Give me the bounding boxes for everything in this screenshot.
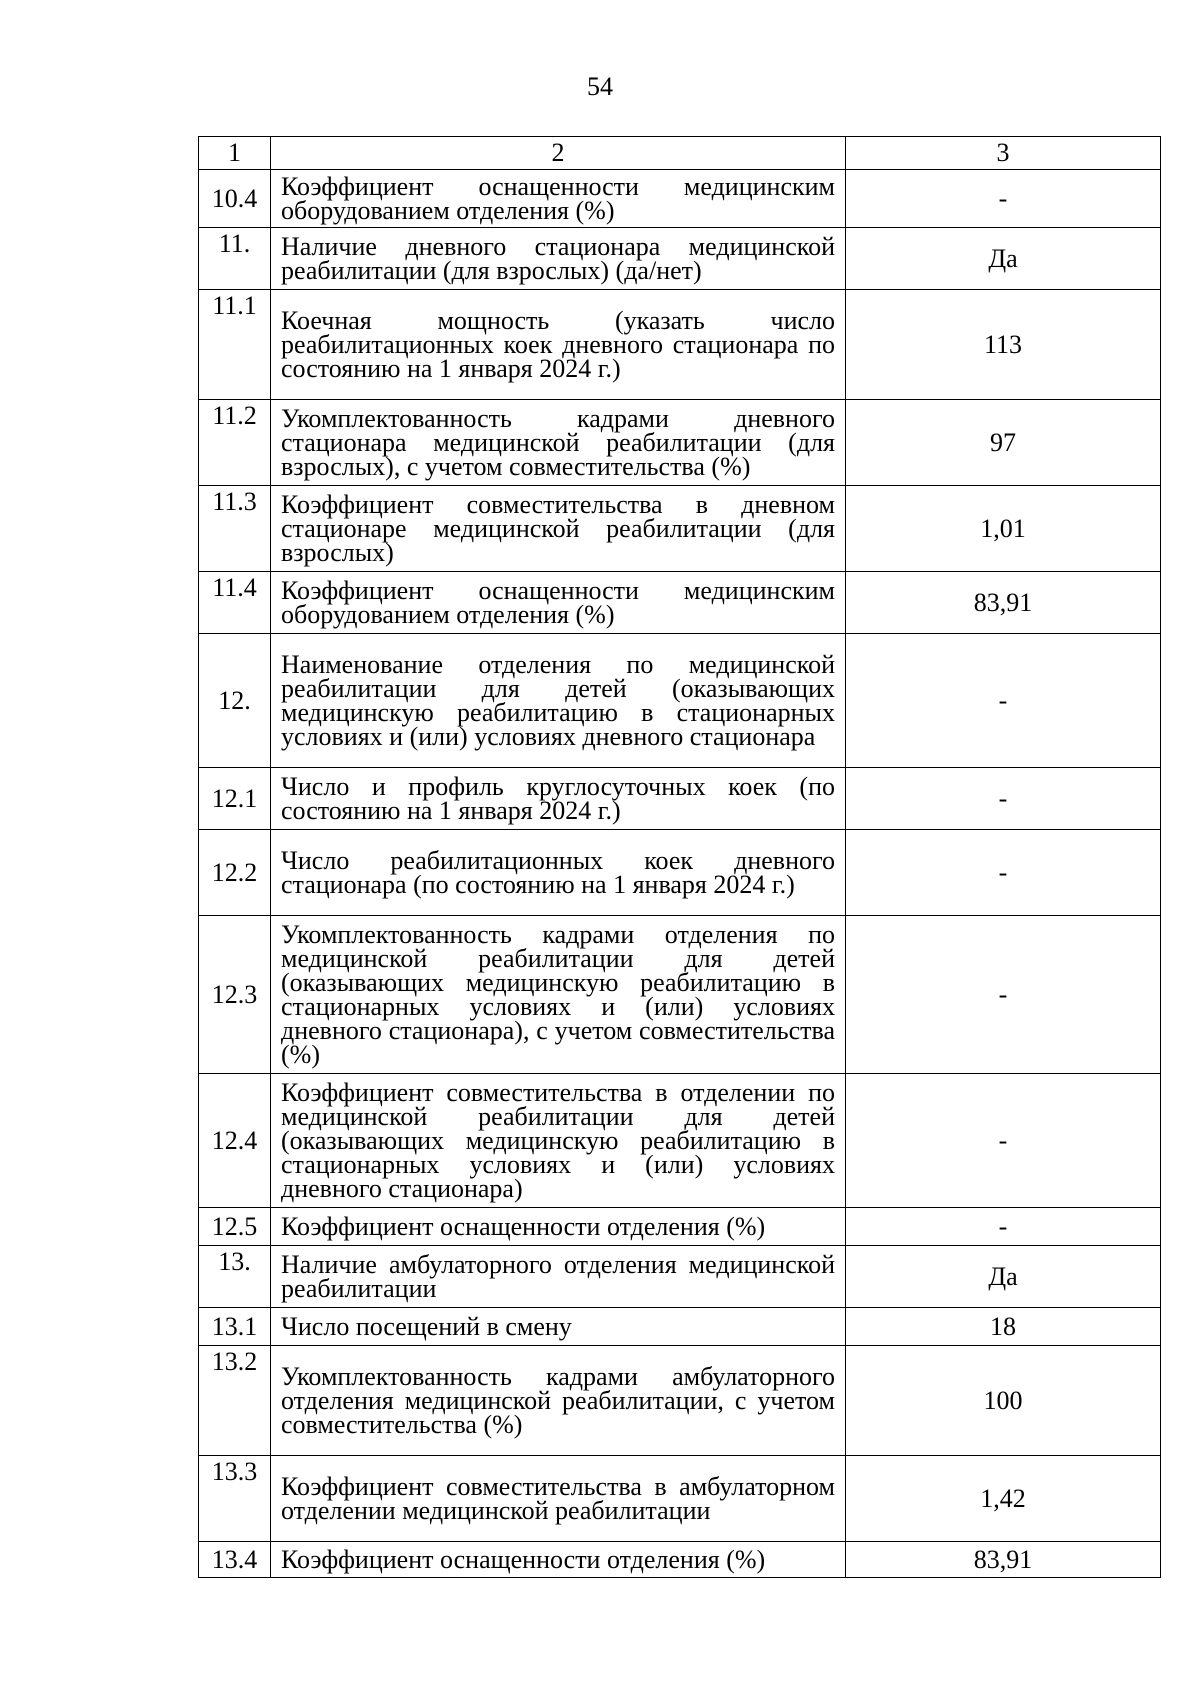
data-table <box>198 136 1161 1578</box>
row-description: Коэффициент оснащенности медицинским оборудованием отделения (%) <box>271 572 846 634</box>
row-value: 83,91 <box>846 1542 1161 1578</box>
row-value: Да <box>846 1246 1161 1308</box>
row-description: Коэффициент совместительства в отделении по медицинской реабилитации для детей (оказывающих медицинскую реабилитацию в стационарных условиях и (или) условиях дневного стационара) <box>271 1074 846 1208</box>
row-description: Укомплектованность кадрами отделения по медицинской реабилитации для детей (оказывающих медицинскую реабилитацию в стационарных условиях и (или) условиях дневного стационара), с учетом совместительства (%) <box>271 916 846 1074</box>
row-description: Наличие амбулаторного отделения медицинской реабилитации <box>271 1246 846 1308</box>
table-row <box>199 486 1161 572</box>
row-description: Коэффициент совместительства в дневном стационаре медицинской реабилитации (для взрослых) <box>271 486 846 572</box>
table-row <box>199 1246 1161 1308</box>
table-row <box>199 1456 1161 1542</box>
table-row <box>199 1074 1161 1208</box>
row-value: 1,42 <box>846 1456 1161 1542</box>
row-description: Коэффициент совместительства в амбулаторном отделении медицинской реабилитации <box>271 1456 846 1542</box>
table-header-row <box>199 137 1161 170</box>
row-description: Укомплектованность кадрами дневного стационара медицинской реабилитации (для взрослых), с учетом совместительства (%) <box>271 400 846 486</box>
row-description: Коэффициент оснащенности медицинским оборудованием отделения (%) <box>271 170 846 228</box>
row-description: Наличие дневного стационара медицинской реабилитации (для взрослых) (да/нет) <box>271 228 846 290</box>
table-row <box>199 400 1161 486</box>
row-number: 11.2 <box>199 400 271 486</box>
row-value: - <box>846 634 1161 768</box>
table-row <box>199 1542 1161 1578</box>
table-row <box>199 290 1161 400</box>
table-row <box>199 634 1161 768</box>
header-col-1: 1 <box>199 137 271 170</box>
row-value: - <box>846 768 1161 830</box>
row-value: 97 <box>846 400 1161 486</box>
row-number: 13. <box>199 1246 271 1308</box>
row-number: 11.1 <box>199 290 271 400</box>
row-value: - <box>846 916 1161 1074</box>
row-value: 1,01 <box>846 486 1161 572</box>
row-number: 11.3 <box>199 486 271 572</box>
row-value: - <box>846 830 1161 916</box>
row-description: Число реабилитационных коек дневного стационара (по состоянию на 1 января 2024 г.) <box>271 830 846 916</box>
row-value: - <box>846 170 1161 228</box>
table-row <box>199 572 1161 634</box>
table-row <box>199 1208 1161 1246</box>
row-number: 12.1 <box>199 768 271 830</box>
row-number: 13.3 <box>199 1456 271 1542</box>
table-row <box>199 1346 1161 1456</box>
row-number: 10.4 <box>199 170 271 228</box>
row-number: 13.2 <box>199 1346 271 1456</box>
row-number: 12.5 <box>199 1208 271 1246</box>
row-number: 12.3 <box>199 916 271 1074</box>
row-number: 11.4 <box>199 572 271 634</box>
row-number: 12. <box>199 634 271 768</box>
row-description: Коечная мощность (указать число реабилитационных коек дневного стационара по состоянию на 1 января 2024 г.) <box>271 290 846 400</box>
row-value: - <box>846 1208 1161 1246</box>
row-value: - <box>846 1074 1161 1208</box>
table-row <box>199 768 1161 830</box>
row-number: 12.2 <box>199 830 271 916</box>
row-number: 13.1 <box>199 1308 271 1346</box>
row-description: Коэффициент оснащенности отделения (%) <box>271 1542 846 1578</box>
row-description: Число и профиль круглосуточных коек (по состоянию на 1 января 2024 г.) <box>271 768 846 830</box>
row-number: 13.4 <box>199 1542 271 1578</box>
table-row <box>199 228 1161 290</box>
table-row <box>199 830 1161 916</box>
row-description: Укомплектованность кадрами амбулаторного отделения медицинской реабилитации, с учетом совместительства (%) <box>271 1346 846 1456</box>
row-value: Да <box>846 228 1161 290</box>
page-number: 54 <box>587 72 613 101</box>
row-description: Число посещений в смену <box>271 1308 846 1346</box>
row-description: Наименование отделения по медицинской реабилитации для детей (оказывающих медицинскую реабилитацию в стационарных условиях и (или) условиях дневного стационара <box>271 634 846 768</box>
row-number: 12.4 <box>199 1074 271 1208</box>
header-col-3: 3 <box>846 137 1161 170</box>
row-number: 11. <box>199 228 271 290</box>
header-col-2: 2 <box>271 137 846 170</box>
row-value: 113 <box>846 290 1161 400</box>
table-row <box>199 170 1161 228</box>
row-value: 18 <box>846 1308 1161 1346</box>
table-row <box>199 1308 1161 1346</box>
row-description: Коэффициент оснащенности отделения (%) <box>271 1208 846 1246</box>
table-row <box>199 916 1161 1074</box>
row-value: 100 <box>846 1346 1161 1456</box>
row-value: 83,91 <box>846 572 1161 634</box>
